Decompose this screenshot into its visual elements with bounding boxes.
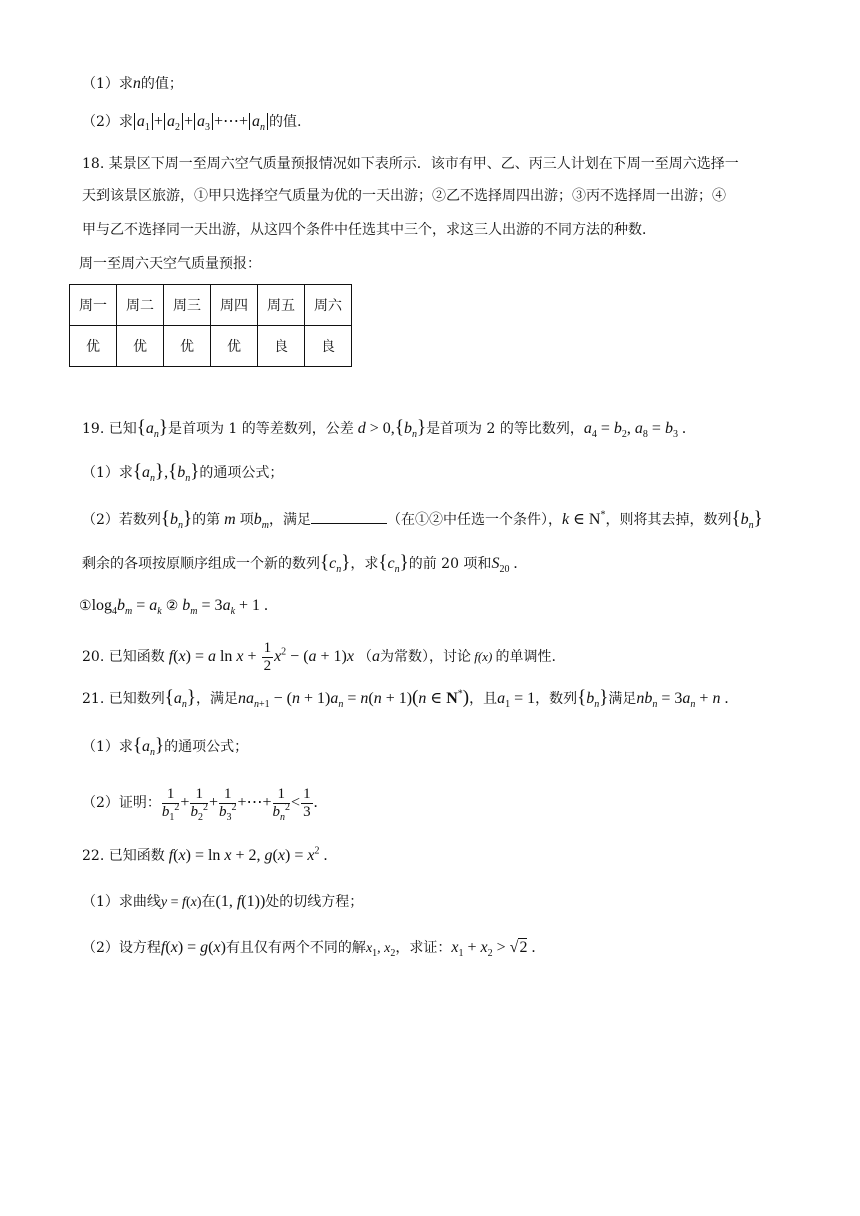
nbn-formula: $nb_n = 3a_n + n$ .	[636, 690, 729, 711]
q18-line1: 18. 某景区下周一至周六空气质量预报情况如下表所示．该市有甲、乙、丙三人计划在下周一至周六选择一	[82, 156, 739, 172]
cond2-formula: $b_m = 3a_k + 1$ .	[182, 597, 269, 618]
abs-sum-formula: $a_1 + a_2 + a_3$ +⋯+ $a_n$	[133, 113, 269, 130]
fill-blank[interactable]	[311, 509, 387, 524]
q21-stem: 21. 已知数列$\{a_n\}$，满足$na_{n+1} - (n + 1)a_n = n(n + 1)(n$ ∈ N*)，且$a_1 = 1$，数列$\{b_n\}$满足$nb_n = 3a_n + n$ .	[82, 687, 729, 711]
seq-b-formula: $\{b_n\}$	[160, 508, 193, 532]
s20-formula: $S_{20}$ .	[491, 555, 518, 576]
q18-line3: 甲与乙不选择同一天出游，从这四个条件中任选其中三个，求这三人出游的不同方法的种数．	[82, 222, 656, 238]
table-cell: 良	[258, 326, 305, 367]
f-formula: f(x) = a ln x + $\frac{1}{2}$ $x^2 - (a + 1)x$	[168, 640, 354, 674]
a1-formula: $a_1 = 1$	[497, 690, 536, 711]
q22-part2: （2）设方程f(x) = g(x)有且仅有两个不同的解$x_1$, $x_2$，求证：$x_1 + x_2 > √2$ .	[82, 939, 536, 960]
a-var: a	[372, 648, 380, 666]
table-cell: 周四	[211, 285, 258, 326]
seq-c-formula-2: $\{c_n\}$	[378, 552, 409, 576]
recurrence-formula: $na_{n+1} - (n + 1)a_n = n(n + 1)(n$ ∈ N*)	[237, 687, 470, 711]
q22-stem: 22. 已知函数 f(x) = ln x + 2, $g(x) = x^2$ .	[82, 845, 328, 864]
sum-ineq-formula: $x_1 + x_2 > √2$ .	[451, 939, 536, 960]
table-cell: 优	[117, 326, 164, 367]
table-header-row	[70, 285, 352, 326]
seq-a-formula-21: $\{a_n\}$	[164, 687, 196, 711]
table-cell: 优	[164, 326, 211, 367]
inequality-formula: $\frac{1}{b_1^2}$ + $\frac{1}{b_2^2}$ + $\frac{1}{b_3^2}$ +⋯+ $\frac{1}{b_n^2}$ < $\frac{1}{3}$ .	[161, 786, 318, 823]
q19-part2: （2）若数列$\{b_n\}$的第 m 项$b_m$，满足 （在①②中任选一个条件），k ∈ N*，则将其去掉，数列$\{b_n\}$	[82, 508, 763, 532]
q19-part1: （1）求$\{a_n\},\{b_n\}$的通项公式；	[82, 461, 284, 485]
table-cell: 优	[211, 326, 258, 367]
q21-part1: （1）求$\{a_n\}$的通项公式；	[82, 735, 249, 759]
seq-ab-formula: $\{a_n\},\{b_n\}$	[132, 461, 200, 485]
ab-relation-formula: $a_4 = b_2$, $a_8 = b_3$ .	[583, 420, 686, 441]
q20-stem: 20. 已知函数 f(x) = a ln x + $\frac{1}{2}$ $x^2 - (a + 1)x$ （a为常数），讨论 f(x) 的单调性.	[82, 640, 556, 674]
d-condition-formula: $d > 0,\{b_n\}$	[357, 417, 427, 441]
air-quality-table	[69, 284, 352, 367]
seq-c-formula: $\{c_n\}$	[320, 552, 351, 576]
bm-formula: $b_m$	[253, 511, 269, 532]
q17-part1: （1）求n的值；	[82, 75, 183, 92]
table-row	[70, 326, 352, 367]
q19-conditions: $①\log_4b_m = a_k$ ② $b_m = 3a_k + 1$ .	[79, 597, 269, 618]
seq-b-formula-2: $\{b_n\}$	[731, 508, 763, 532]
curve-formula: y = f(x)	[160, 895, 202, 910]
q17-part2: （2）求 $a_1 + a_2 + a_3$ +⋯+ $a_n$ 的值.	[82, 113, 302, 134]
table-cell: 周二	[117, 285, 164, 326]
table-cell: 周一	[70, 285, 117, 326]
q21-part2: （2）证明： $\frac{1}{b_1^2}$ + $\frac{1}{b_2^2}$ + $\frac{1}{b_3^2}$ +⋯+ $\frac{1}{b_n^2}$ < $\frac{1}{3}$ .	[82, 786, 318, 823]
q18-line2: 天到该景区旅游，①甲只选择空气质量为优的一天出游；②乙不选择周四出游；③丙不选择周一出游；④	[82, 188, 726, 204]
q19-stem: 19. 已知$\{a_n\}$是首项为 1 的等差数列，公差 $d > 0,\{b_n\}$是首项为 2 的等比数列，$a_4 = b_2$, $a_8 = b_3$ .	[82, 417, 686, 441]
q22-part1: （1）求曲线y = f(x)在(1, f(1))处的切线方程；	[82, 893, 364, 910]
equation-formula: f(x) = g(x)	[160, 939, 226, 956]
point-formula: (1, f(1))	[215, 893, 266, 910]
table-cell: 周五	[258, 285, 305, 326]
seq-a-formula-21b: $\{a_n\}$	[132, 735, 165, 759]
roots-formula: $x_1$, $x_2$	[365, 941, 396, 959]
table-cell: 周三	[164, 285, 211, 326]
fx-var: f(x)	[471, 649, 496, 665]
q18-table-caption: 周一至周六天空气质量预报：	[79, 256, 261, 272]
q19-part2-cont: 剩余的各项按原顺序组成一个新的数列$\{c_n\}$，求$\{c_n\}$的前 20 项和$S_{20}$ .	[82, 552, 518, 576]
table-cell: 良	[305, 326, 352, 367]
table-cell: 周六	[305, 285, 352, 326]
table-cell: 优	[70, 326, 117, 367]
seq-a-formula: $\{a_n\}$	[136, 417, 168, 441]
m-var: m	[220, 511, 240, 528]
fg-formula: f(x) = ln x + 2, $g(x) = x^2$ .	[168, 845, 328, 864]
seq-b-formula-21: $\{b_n\}$	[577, 687, 609, 711]
cond1-formula: $\log_4b_m = a_k$	[91, 597, 162, 618]
k-in-n-formula: k ∈ N*	[561, 509, 606, 528]
